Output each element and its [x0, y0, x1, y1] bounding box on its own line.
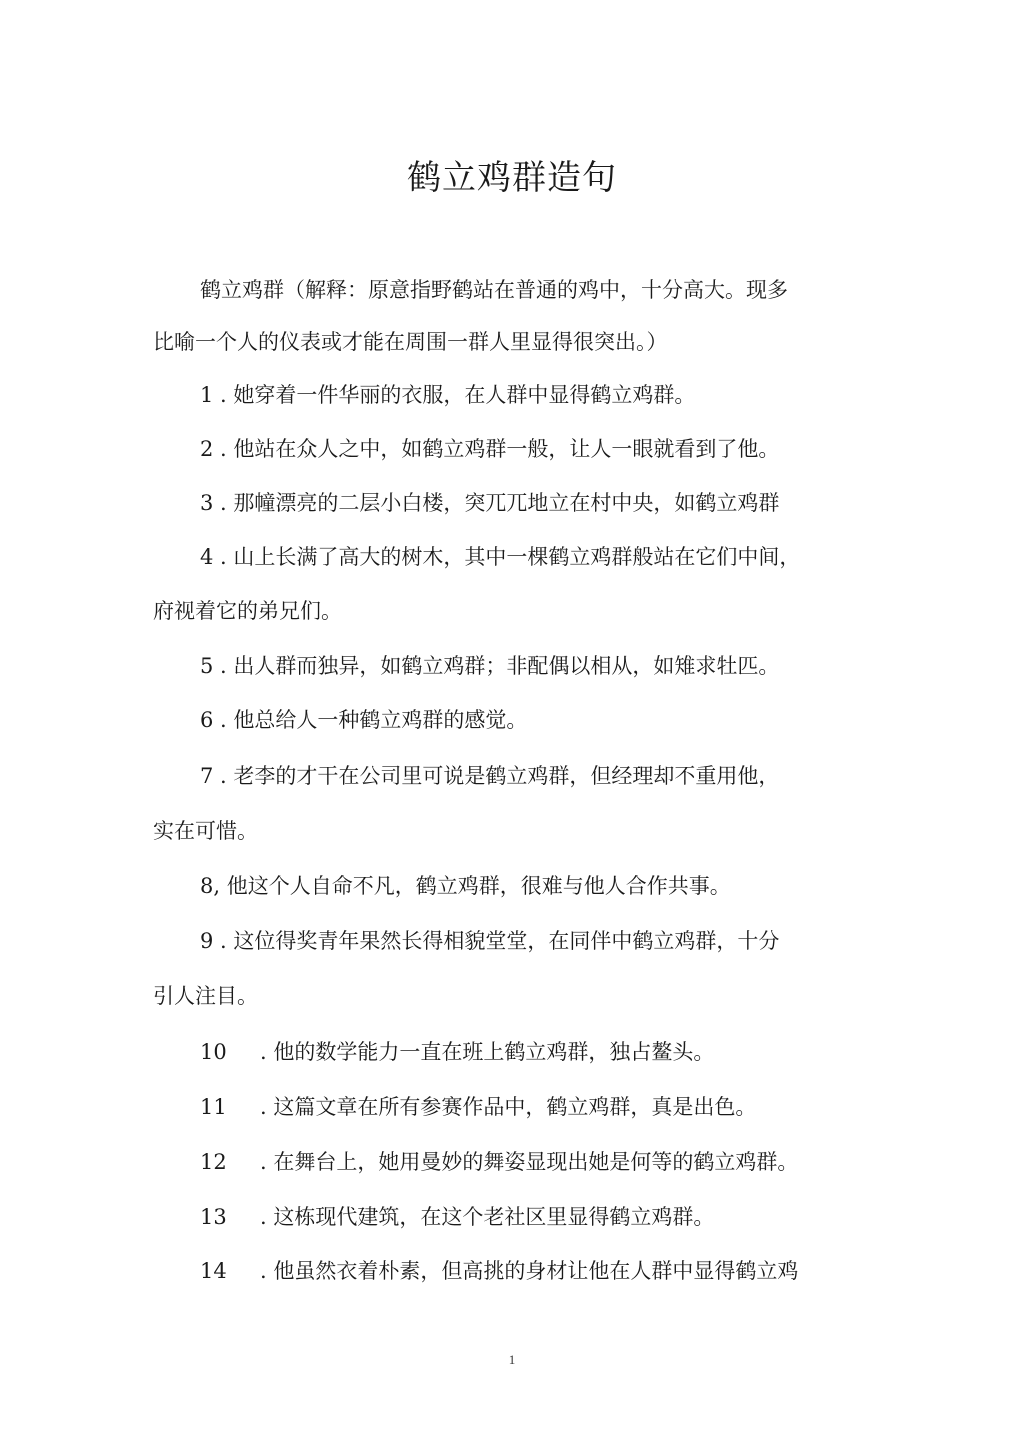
- sentence-11-number: 11: [200, 1095, 227, 1119]
- sentence-9-line-1: 9 . 这位得奖青年果然长得相貌堂堂，在同伴中鹤立鸡群，十分: [200, 929, 780, 953]
- sentence-14: . 他虽然衣着朴素，但高挑的身材让他在人群中显得鹤立鸡: [260, 1259, 799, 1283]
- sentence-6: 6 . 他总给人一种鹤立鸡群的感觉。: [200, 708, 528, 732]
- sentence-8: 8, 他这个人自命不凡，鹤立鸡群，很难与他人合作共事。: [200, 874, 731, 898]
- sentence-7-line-1: 7 . 老李的才干在公司里可说是鹤立鸡群，但经理却不重用他，: [200, 764, 780, 788]
- sentence-10: . 他的数学能力一直在班上鹤立鸡群，独占鳌头。: [260, 1040, 715, 1064]
- sentence-13: . 这栋现代建筑，在这个老社区里显得鹤立鸡群。: [260, 1205, 715, 1229]
- sentence-9-line-2: 引人注目。: [153, 984, 258, 1008]
- sentence-1: 1 . 她穿着一件华丽的衣服，在人群中显得鹤立鸡群。: [200, 383, 696, 407]
- sentence-4-line-2: 府视着它的弟兄们。: [153, 599, 342, 623]
- sentence-12: . 在舞台上，她用曼妙的舞姿显现出她是何等的鹤立鸡群。: [260, 1150, 799, 1174]
- intro-line-2: 比喻一个人的仪表或才能在周围一群人里显得很突出。）: [153, 330, 668, 354]
- sentence-3: 3 . 那幢漂亮的二层小白楼，突兀兀地立在村中央，如鹤立鸡群: [200, 491, 780, 515]
- sentence-2: 2 . 他站在众人之中，如鹤立鸡群一般，让人一眼就看到了他。: [200, 437, 780, 461]
- sentence-13-number: 13: [200, 1205, 227, 1229]
- page-number: 1: [508, 1352, 516, 1367]
- document-title: 鹤立鸡群造句: [407, 158, 617, 198]
- sentence-10-number: 10: [200, 1040, 227, 1064]
- sentence-5: 5 . 出人群而独异，如鹤立鸡群；非配偶以相从，如雉求牡匹。: [200, 654, 780, 678]
- sentence-11: . 这篇文章在所有参赛作品中，鹤立鸡群，真是出色。: [260, 1095, 757, 1119]
- sentence-7-line-2: 实在可惜。: [153, 819, 258, 843]
- sentence-12-number: 12: [200, 1150, 227, 1174]
- sentence-14-number: 14: [200, 1259, 227, 1283]
- sentence-4-line-1: 4 . 山上长满了高大的树木，其中一棵鹤立鸡群般站在它们中间，: [200, 545, 801, 569]
- intro-line-1: 鹤立鸡群（解释：原意指野鹤站在普通的鸡中，十分高大。现多: [200, 278, 788, 302]
